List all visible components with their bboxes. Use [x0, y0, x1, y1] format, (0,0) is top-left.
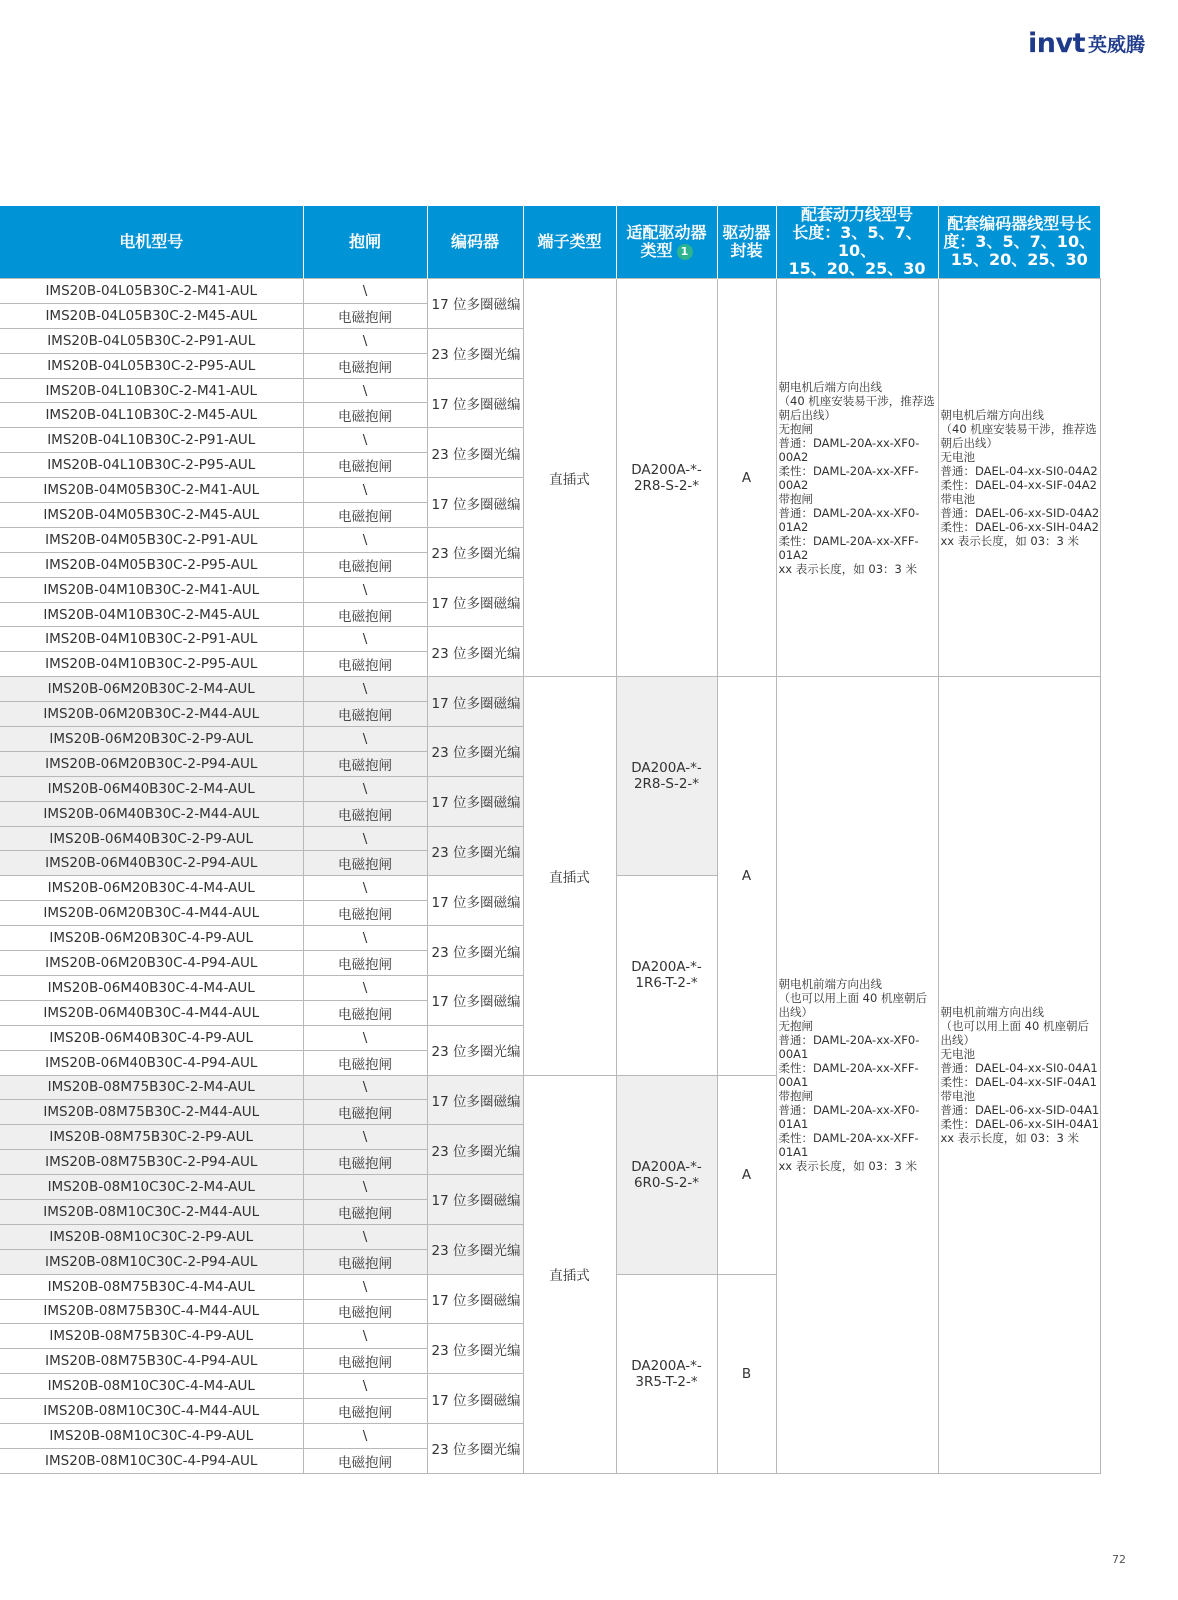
header-terminal: 端子类型: [523, 206, 616, 279]
encoder-cable-info: [938, 677, 1100, 1474]
motor-model: IMS20B-04M05B30C-2-P95-AUL: [0, 552, 303, 577]
terminal-type: 直插式: [523, 1075, 616, 1473]
brake-type: 电磁抱闸: [303, 602, 427, 627]
driver-package: A: [717, 1075, 776, 1274]
power-cable-line: 朝电机后端方向出线: [778, 379, 882, 394]
brake-type: 电磁抱闸: [303, 353, 427, 378]
driver-model: DA200A-*- 2R8-S-2-*: [631, 760, 702, 793]
encoder-type: 17 位多圈磁编: [427, 876, 523, 926]
encoder-cable-line: xx 表示长度，如 03：3 米: [940, 1131, 1080, 1145]
logo-name: 英威腾: [1087, 34, 1145, 56]
brake-type: 电磁抱闸: [303, 652, 427, 677]
brake-type: \: [303, 727, 427, 752]
power-cable-line: 普通：DAML-20A-xx-XF0-00A2: [778, 435, 920, 464]
brake-type: \: [303, 1274, 427, 1299]
encoder-type: 23 位多圈光编: [427, 826, 523, 876]
driver-model: DA200A-*- 6R0-S-2-*: [631, 1158, 702, 1191]
motor-model: IMS20B-08M10C30C-4-M44-AUL: [0, 1399, 303, 1424]
brake-type: 电磁抱闸: [303, 901, 427, 926]
power-cable-line: 柔性：DAML-20A-xx-XFF-01A2: [778, 533, 919, 562]
encoder-type: 23 位多圈光编: [427, 627, 523, 677]
driver-package: B: [717, 1274, 776, 1473]
motor-model: IMS20B-06M40B30C-4-P9-AUL: [0, 1025, 303, 1050]
table-row: [0, 279, 1100, 304]
motor-model: IMS20B-04L10B30C-2-P91-AUL: [0, 428, 303, 453]
motor-model: IMS20B-04M05B30C-2-M41-AUL: [0, 478, 303, 503]
driver-type: [616, 1075, 717, 1274]
encoder-type: 23 位多圈光编: [427, 527, 523, 577]
driver-type: [616, 279, 717, 677]
encoder-type: 23 位多圈光编: [427, 328, 523, 378]
encoder-cable-line: 柔性：DAEL-04-xx-SIF-04A2: [940, 477, 1097, 492]
driver-model: DA200A-*- 1R6-T-2-*: [631, 959, 702, 992]
power-cable-line: 带抱闸: [778, 491, 813, 506]
motor-model: IMS20B-04L05B30C-2-M45-AUL: [0, 303, 303, 328]
encoder-type: 17 位多圈磁编: [427, 1075, 523, 1125]
motor-model: IMS20B-04M05B30C-2-M45-AUL: [0, 503, 303, 528]
header-driver: 适配驱动器 类型 1: [616, 206, 717, 279]
motor-model: IMS20B-08M10C30C-4-P94-AUL: [0, 1448, 303, 1473]
brake-type: 电磁抱闸: [303, 1399, 427, 1424]
encoder-type: 23 位多圈光编: [427, 727, 523, 777]
motor-model: IMS20B-08M75B30C-4-P9-AUL: [0, 1324, 303, 1349]
brake-type: 电磁抱闸: [303, 1448, 427, 1473]
power-cable-line: 柔性：DAML-20A-xx-XFF-01A1: [778, 1131, 919, 1159]
driver-package: A: [717, 677, 776, 1075]
brake-type: \: [303, 478, 427, 503]
header-package: 驱动器 封装: [717, 206, 776, 279]
driver-package: A: [717, 279, 776, 677]
encoder-type: 23 位多圈光编: [427, 428, 523, 478]
motor-model: IMS20B-04M10B30C-2-P91-AUL: [0, 627, 303, 652]
encoder-type: 17 位多圈磁编: [427, 378, 523, 428]
brake-type: \: [303, 975, 427, 1000]
brake-type: 电磁抱闸: [303, 801, 427, 826]
encoder-cable-line: xx 表示长度，如 03：3 米: [940, 533, 1080, 548]
motor-model: IMS20B-06M20B30C-2-P9-AUL: [0, 727, 303, 752]
motor-model: IMS20B-04M10B30C-2-P95-AUL: [0, 652, 303, 677]
driver-model: DA200A-*- 2R8-S-2-*: [631, 461, 702, 494]
brake-type: \: [303, 527, 427, 552]
encoder-type: 17 位多圈磁编: [427, 975, 523, 1025]
encoder-cable-info: [938, 279, 1100, 677]
brake-type: 电磁抱闸: [303, 951, 427, 976]
brake-type: \: [303, 876, 427, 901]
brake-type: \: [303, 1125, 427, 1150]
power-cable-line: （40 机座安装易干涉，推荐选朝后出线）: [778, 393, 935, 422]
header-encoder: 编码器: [427, 206, 523, 279]
power-cable-line: xx 表示长度，如 03：3 米: [778, 561, 918, 576]
motor-model: IMS20B-04M05B30C-2-P91-AUL: [0, 527, 303, 552]
brake-type: \: [303, 1374, 427, 1399]
power-cable-line: 带抱闸: [778, 1089, 813, 1103]
motor-model: IMS20B-06M20B30C-2-P94-AUL: [0, 751, 303, 776]
encoder-type: 23 位多圈光编: [427, 1423, 523, 1473]
header-brake: 抱闸: [303, 206, 427, 279]
encoder-cable-line: 柔性：DAEL-06-xx-SIH-04A2: [940, 519, 1099, 534]
encoder-type: 17 位多圈磁编: [427, 1374, 523, 1424]
motor-model: IMS20B-08M75B30C-2-P94-AUL: [0, 1150, 303, 1175]
brake-type: 电磁抱闸: [303, 453, 427, 478]
brake-type: 电磁抱闸: [303, 1100, 427, 1125]
motor-model: IMS20B-04M10B30C-2-M41-AUL: [0, 577, 303, 602]
motor-model: IMS20B-08M75B30C-2-M44-AUL: [0, 1100, 303, 1125]
brake-type: 电磁抱闸: [303, 1349, 427, 1374]
encoder-cable-line: （40 机座安装易干涉，推荐选朝后出线）: [940, 421, 1097, 450]
header-model: 电机型号: [0, 206, 303, 279]
brake-type: 电磁抱闸: [303, 1199, 427, 1224]
encoder-type: 17 位多圈磁编: [427, 478, 523, 528]
brake-type: \: [303, 577, 427, 602]
encoder-type: 23 位多圈光编: [427, 1224, 523, 1274]
motor-model: IMS20B-08M10C30C-2-M44-AUL: [0, 1199, 303, 1224]
brake-type: \: [303, 378, 427, 403]
motor-model: IMS20B-06M40B30C-2-P94-AUL: [0, 851, 303, 876]
brake-type: 电磁抱闸: [303, 1299, 427, 1324]
power-cable-line: 无抱闸: [778, 1019, 813, 1033]
motor-model: IMS20B-08M10C30C-2-M4-AUL: [0, 1175, 303, 1200]
motor-model: IMS20B-06M40B30C-4-P94-AUL: [0, 1050, 303, 1075]
encoder-cable-line: 柔性：DAEL-04-xx-SIF-04A1: [940, 1075, 1097, 1089]
encoder-cable-line: 朝电机前端方向出线: [940, 1005, 1044, 1019]
encoder-type: 17 位多圈磁编: [427, 577, 523, 627]
brake-type: \: [303, 926, 427, 951]
brake-type: \: [303, 1025, 427, 1050]
motor-model: IMS20B-06M40B30C-4-M44-AUL: [0, 1000, 303, 1025]
brake-type: \: [303, 1423, 427, 1448]
brake-type: \: [303, 428, 427, 453]
power-cable-line: 普通：DAML-20A-xx-XF0-00A1: [778, 1033, 920, 1061]
encoder-type: 17 位多圈磁编: [427, 776, 523, 826]
motor-model: IMS20B-08M75B30C-2-M4-AUL: [0, 1075, 303, 1100]
motor-model: IMS20B-04M10B30C-2-M45-AUL: [0, 602, 303, 627]
motor-model: IMS20B-06M20B30C-4-P9-AUL: [0, 926, 303, 951]
power-cable-line: 柔性：DAML-20A-xx-XFF-00A2: [778, 463, 919, 492]
motor-model: IMS20B-08M10C30C-4-M4-AUL: [0, 1374, 303, 1399]
encoder-cable-line: 无电池: [940, 449, 975, 464]
brake-type: 电磁抱闸: [303, 851, 427, 876]
brand-logo: [1028, 28, 1145, 59]
motor-model: IMS20B-08M75B30C-4-M4-AUL: [0, 1274, 303, 1299]
encoder-type: 17 位多圈磁编: [427, 1175, 523, 1225]
encoder-cable-line: 带电池: [940, 1089, 975, 1103]
motor-model: IMS20B-04L05B30C-2-P95-AUL: [0, 353, 303, 378]
encoder-type: 23 位多圈光编: [427, 1324, 523, 1374]
motor-model: IMS20B-06M20B30C-4-P94-AUL: [0, 951, 303, 976]
motor-model: IMS20B-06M40B30C-2-P9-AUL: [0, 826, 303, 851]
driver-type: [616, 677, 717, 876]
motor-model: IMS20B-06M20B30C-4-M4-AUL: [0, 876, 303, 901]
power-cable-line: （也可以用上面 40 机座朝后出线）: [778, 991, 927, 1019]
brake-type: \: [303, 677, 427, 702]
power-cable-line: 柔性：DAML-20A-xx-XFF-00A1: [778, 1061, 919, 1089]
terminal-type: 直插式: [523, 677, 616, 1075]
encoder-cable-line: 普通：DAEL-06-xx-SID-04A2: [940, 505, 1100, 520]
brake-type: \: [303, 1075, 427, 1100]
encoder-type: 17 位多圈磁编: [427, 1274, 523, 1324]
brake-type: \: [303, 776, 427, 801]
motor-model: IMS20B-08M10C30C-2-P94-AUL: [0, 1249, 303, 1274]
page-number: 72: [1112, 1553, 1126, 1566]
brake-type: \: [303, 1224, 427, 1249]
encoder-cable-line: 带电池: [940, 491, 975, 506]
motor-model: IMS20B-04L10B30C-2-P95-AUL: [0, 453, 303, 478]
driver-model: DA200A-*- 3R5-T-2-*: [631, 1357, 702, 1390]
motor-model: IMS20B-04L10B30C-2-M45-AUL: [0, 403, 303, 428]
brake-type: 电磁抱闸: [303, 751, 427, 776]
motor-model: IMS20B-04L05B30C-2-M41-AUL: [0, 279, 303, 304]
table-header-row: [0, 206, 1100, 279]
terminal-type: 直插式: [523, 279, 616, 677]
brake-type: 电磁抱闸: [303, 503, 427, 528]
power-cable-info: [776, 677, 938, 1474]
brake-type: \: [303, 627, 427, 652]
motor-model: IMS20B-06M40B30C-2-M4-AUL: [0, 776, 303, 801]
encoder-cable-line: 普通：DAEL-06-xx-SID-04A1: [940, 1103, 1100, 1117]
power-cable-line: xx 表示长度，如 03：3 米: [778, 1159, 918, 1173]
brake-type: \: [303, 826, 427, 851]
encoder-type: 17 位多圈磁编: [427, 279, 523, 329]
brake-type: \: [303, 279, 427, 304]
motor-model: IMS20B-06M20B30C-2-M44-AUL: [0, 702, 303, 727]
brake-type: 电磁抱闸: [303, 552, 427, 577]
brake-type: \: [303, 1175, 427, 1200]
encoder-cable-line: 无电池: [940, 1047, 975, 1061]
motor-model: IMS20B-08M10C30C-4-P9-AUL: [0, 1423, 303, 1448]
encoder-type: 23 位多圈光编: [427, 1025, 523, 1075]
encoder-type: 17 位多圈磁编: [427, 677, 523, 727]
brake-type: 电磁抱闸: [303, 403, 427, 428]
brake-type: \: [303, 1324, 427, 1349]
encoder-cable-line: 朝电机后端方向出线: [940, 407, 1044, 422]
brake-type: 电磁抱闸: [303, 1050, 427, 1075]
brake-type: 电磁抱闸: [303, 303, 427, 328]
header-power-cable: 配套动力线型号 长度：3、5、7、10、 15、20、25、30: [776, 206, 938, 279]
motor-model: IMS20B-06M40B30C-4-M4-AUL: [0, 975, 303, 1000]
power-cable-line: 普通：DAML-20A-xx-XF0-01A1: [778, 1103, 920, 1131]
encoder-cable-line: （也可以用上面 40 机座朝后出线）: [940, 1019, 1089, 1047]
encoder-cable-line: 普通：DAEL-04-xx-SI0-04A1: [940, 1061, 1098, 1075]
motor-model: IMS20B-06M20B30C-2-M4-AUL: [0, 677, 303, 702]
encoder-type: 23 位多圈光编: [427, 1125, 523, 1175]
header-encoder-cable: 配套编码器线型号长 度：3、5、7、10、 15、20、25、30: [938, 206, 1100, 279]
motor-spec-table: [0, 206, 1101, 1474]
motor-model: IMS20B-04L05B30C-2-P91-AUL: [0, 328, 303, 353]
motor-model: IMS20B-04L10B30C-2-M41-AUL: [0, 378, 303, 403]
brake-type: \: [303, 328, 427, 353]
motor-model: IMS20B-08M10C30C-2-P9-AUL: [0, 1224, 303, 1249]
power-cable-line: 无抱闸: [778, 421, 813, 436]
motor-model: IMS20B-06M20B30C-4-M44-AUL: [0, 901, 303, 926]
motor-model: IMS20B-06M40B30C-2-M44-AUL: [0, 801, 303, 826]
encoder-cable-line: 普通：DAEL-04-xx-SI0-04A2: [940, 463, 1098, 478]
brake-type: 电磁抱闸: [303, 1150, 427, 1175]
motor-model: IMS20B-08M75B30C-2-P9-AUL: [0, 1125, 303, 1150]
motor-model: IMS20B-08M75B30C-4-M44-AUL: [0, 1299, 303, 1324]
driver-type: [616, 876, 717, 1075]
logo-mark: invt: [1028, 28, 1085, 59]
power-cable-line: 朝电机前端方向出线: [778, 977, 882, 991]
table-row: [0, 677, 1100, 702]
driver-type: [616, 1274, 717, 1473]
encoder-cable-line: 柔性：DAEL-06-xx-SIH-04A1: [940, 1117, 1099, 1131]
encoder-type: 23 位多圈光编: [427, 926, 523, 976]
note-badge: 1: [677, 244, 693, 260]
power-cable-line: 普通：DAML-20A-xx-XF0-01A2: [778, 505, 920, 534]
brake-type: 电磁抱闸: [303, 1249, 427, 1274]
brake-type: 电磁抱闸: [303, 702, 427, 727]
brake-type: 电磁抱闸: [303, 1000, 427, 1025]
power-cable-info: [776, 279, 938, 677]
motor-model: IMS20B-08M75B30C-4-P94-AUL: [0, 1349, 303, 1374]
